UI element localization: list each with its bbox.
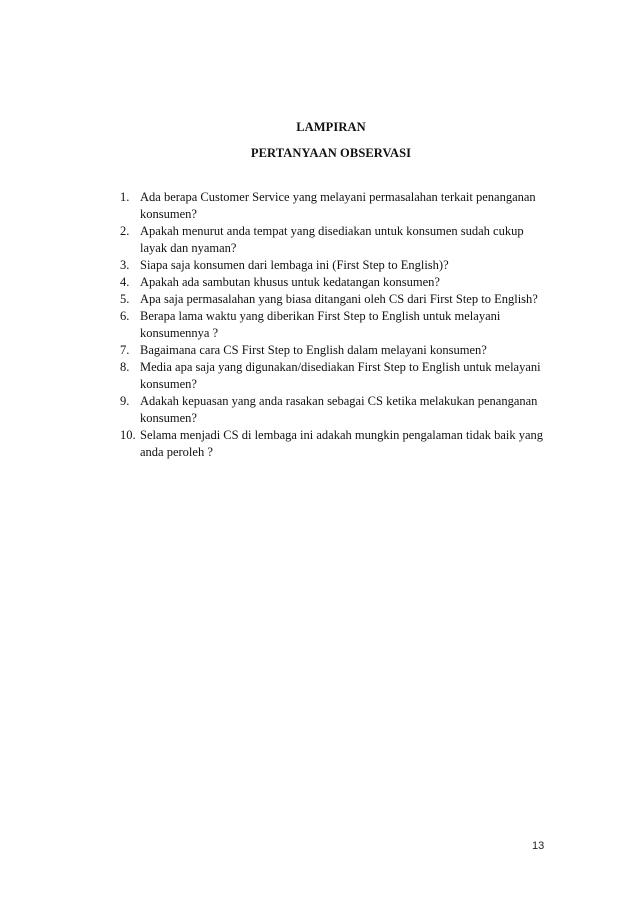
question-number: 7. [120, 343, 130, 357]
page-title: LAMPIRAN [296, 120, 366, 134]
question-item [120, 257, 550, 274]
question-text: Adakah kepuasan yang anda rasakan sebagai CS ketika melakukan penanganan konsumen? [140, 394, 538, 425]
question-text: Apakah menurut anda tempat yang disediakan untuk konsumen sudah cukup layak dan nyaman? [140, 224, 524, 255]
question-text: Apakah ada sambutan khusus untuk kedatangan konsumen? [140, 275, 440, 289]
question-text: Media apa saja yang digunakan/disediakan First Step to English untuk melayani konsumen? [140, 360, 541, 391]
question-text: Selama menjadi CS di lembaga ini adakah mungkin pengalaman tidak baik yang anda peroleh ? [140, 428, 544, 459]
question-item [120, 359, 550, 393]
question-number: 4. [120, 275, 130, 289]
question-item [120, 427, 550, 461]
question-item [120, 342, 550, 359]
question-item [120, 308, 550, 342]
question-number: 3. [120, 258, 130, 272]
question-number: 5. [120, 292, 130, 306]
question-item [120, 189, 550, 223]
question-text: Siapa saja konsumen dari lembaga ini (First Step to English)? [140, 258, 449, 272]
page-subtitle: PERTANYAAN OBSERVASI [250, 146, 412, 160]
question-list [120, 189, 550, 461]
question-text: Berapa lama waktu yang diberikan First Step to English untuk melayani konsumennya ? [140, 309, 501, 340]
question-text: Ada berapa Customer Service yang melayani permasalahan terkait penanganan konsumen? [140, 190, 536, 221]
question-text: Apa saja permasalahan yang biasa ditangani oleh CS dari First Step to English? [140, 292, 538, 306]
question-item [120, 393, 550, 427]
question-text: Bagaimana cara CS First Step to English dalam melayani konsumen? [140, 343, 487, 357]
question-number: 6. [120, 309, 130, 323]
question-item [120, 223, 550, 257]
question-number: 2. [120, 224, 130, 238]
question-number: 9. [120, 394, 130, 408]
question-number: 10. [120, 428, 136, 442]
question-item [120, 291, 550, 308]
question-number: 1. [120, 190, 130, 204]
page-number: 13 [532, 840, 545, 852]
question-item [120, 274, 550, 291]
question-number: 8. [120, 360, 130, 374]
